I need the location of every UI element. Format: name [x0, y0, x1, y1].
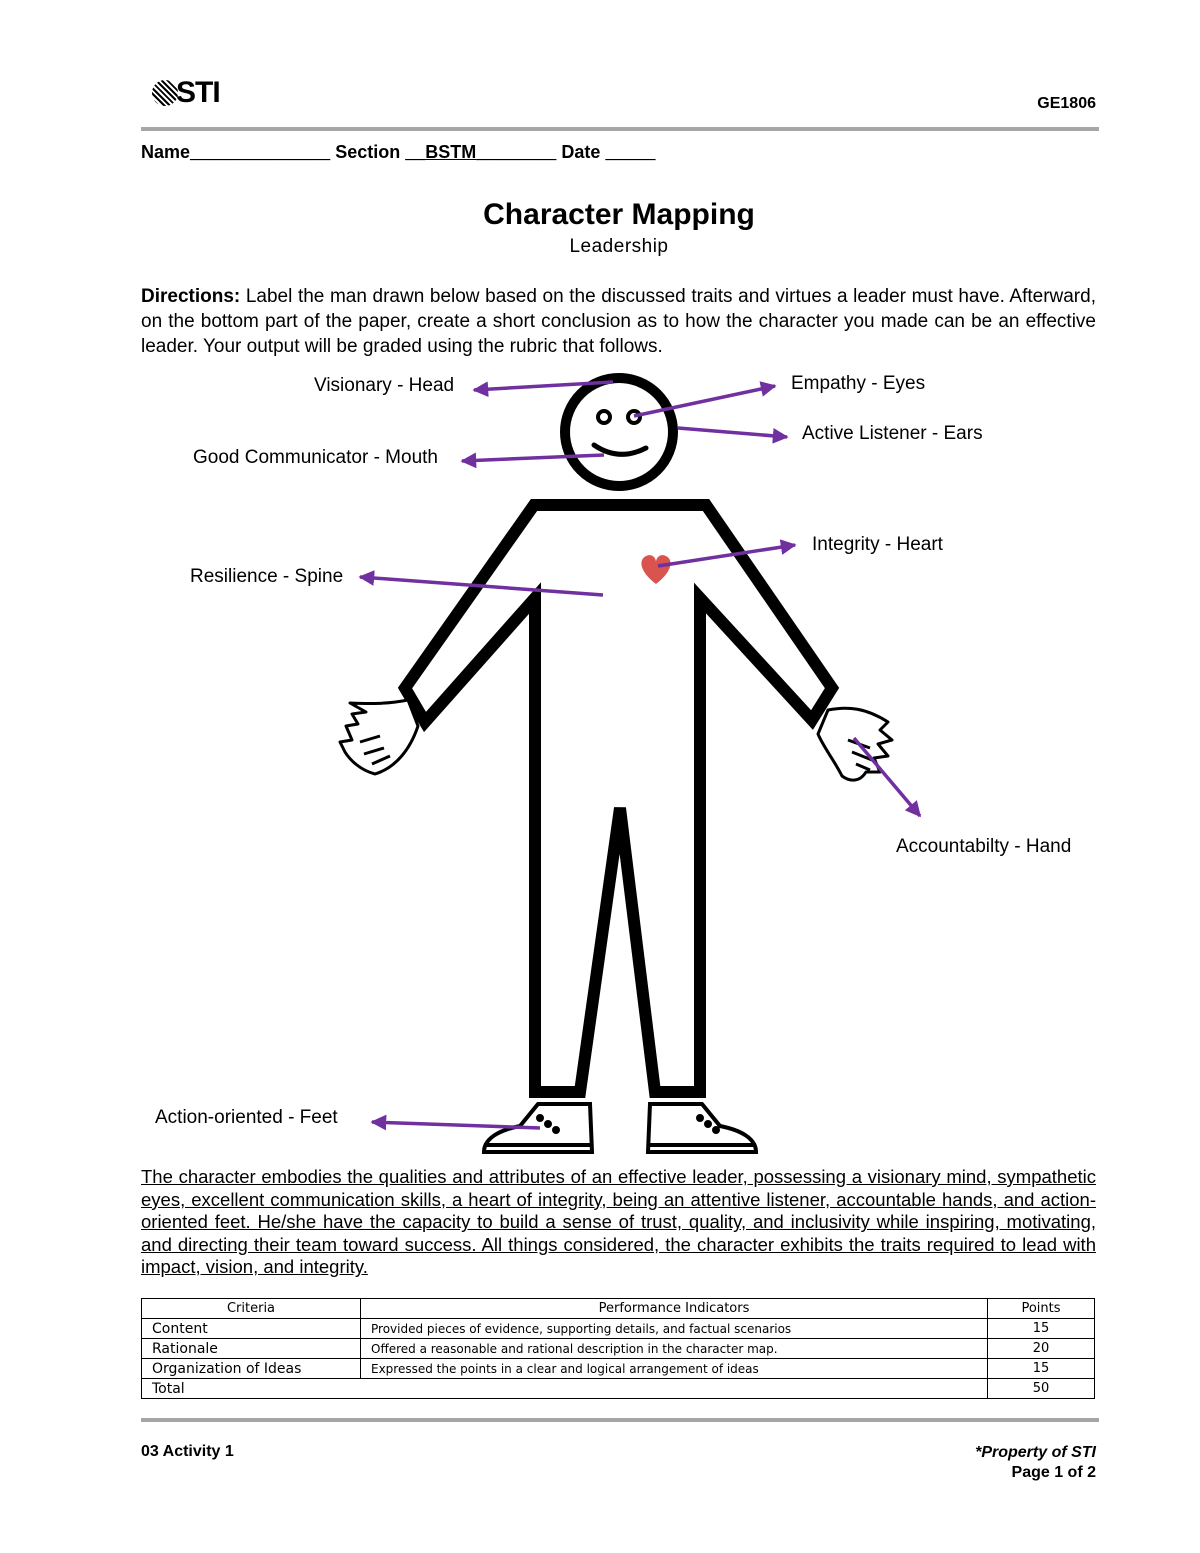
table-row [142, 1319, 1095, 1339]
right-shoe [648, 1104, 756, 1152]
section-post: ________ [476, 142, 557, 162]
arrow-ears [678, 428, 787, 437]
footer-right [975, 1443, 1096, 1483]
body-outline [405, 505, 832, 1092]
table-row [142, 1359, 1095, 1379]
section-label: Section [335, 142, 401, 162]
date-label: Date [561, 142, 601, 162]
rubric-table [141, 1298, 1095, 1399]
section-pre: __ [405, 142, 426, 162]
label-empathy: Empathy - Eyes [791, 373, 926, 394]
page-title: Character Mapping [483, 198, 755, 231]
header-points: Points [988, 1299, 1095, 1319]
indicator-cell: Provided pieces of evidence, supporting details, and factual scenarios [361, 1319, 988, 1339]
head-shape [565, 378, 673, 486]
course-code: GE1806 [1037, 95, 1096, 112]
conclusion-text: The character embodies the qualities and attributes of an effective leader, possessing a visionary mind, sympathetic eyes, excellent communication skills, a heart of integrity, being an attentive listener, accountable hands, and action-oriented feet. He/she have the capacity to build a sense of trust, quality, and inclusivity while inspiring, motivating, and directing their team toward success. All things considered, the character exhibits the traits required to lead with impact, vision, and integrity. [141, 1166, 1096, 1278]
name-field[interactable]: ______________ [190, 142, 331, 162]
rubric-header-row [142, 1299, 1095, 1319]
indicator-cell: Offered a reasonable and rational description in the character map. [361, 1339, 988, 1359]
activity-label: 03 Activity 1 [141, 1443, 234, 1460]
criteria-cell: Organization of Ideas [142, 1359, 361, 1379]
label-resilience: Resilience - Spine [190, 566, 344, 587]
name-label: Name [141, 142, 191, 162]
header-criteria: Criteria [142, 1299, 361, 1319]
label-accountability: Accountabilty - Hand [896, 836, 1072, 857]
label-good-communicator: Good Communicator - Mouth [193, 447, 438, 468]
page-subtitle: Leadership [569, 236, 669, 257]
total-label: Total [142, 1379, 988, 1399]
directions-label: Directions: [141, 286, 241, 307]
page-number: Page 1 of 2 [1011, 1464, 1096, 1481]
left-hand [340, 700, 418, 774]
label-active-listener: Active Listener - Ears [802, 423, 983, 444]
points-cell: 15 [988, 1359, 1095, 1379]
points-cell: 20 [988, 1339, 1095, 1359]
table-row [142, 1339, 1095, 1359]
property-note: *Property of STI [975, 1444, 1096, 1461]
header-indicators: Performance Indicators [361, 1299, 988, 1319]
section-field[interactable]: BSTM [425, 142, 477, 162]
directions-text: Label the man drawn below based on the discussed traits and virtues a leader must have. Afterward, on the bottom part of the paper, create a short conclusion as to how the character you made can be an effective leader. Your output will be graded using the rubric that follows. [141, 286, 1096, 357]
arrow-feet [372, 1122, 540, 1128]
left-eye [598, 411, 610, 423]
logo-text: STI [176, 76, 220, 109]
label-action-oriented: Action-oriented - Feet [155, 1107, 338, 1128]
right-eye [628, 411, 640, 423]
date-field[interactable]: _____ [605, 142, 656, 162]
footer-rule [141, 1418, 1099, 1422]
total-points: 50 [988, 1379, 1095, 1399]
total-row [142, 1379, 1095, 1399]
criteria-cell: Rationale [142, 1339, 361, 1359]
label-integrity: Integrity - Heart [812, 534, 943, 555]
indicator-cell: Expressed the points in a clear and logical arrangement of ideas [361, 1359, 988, 1379]
points-cell: 15 [988, 1319, 1095, 1339]
label-visionary: Visionary - Head [314, 375, 455, 396]
criteria-cell: Content [142, 1319, 361, 1339]
